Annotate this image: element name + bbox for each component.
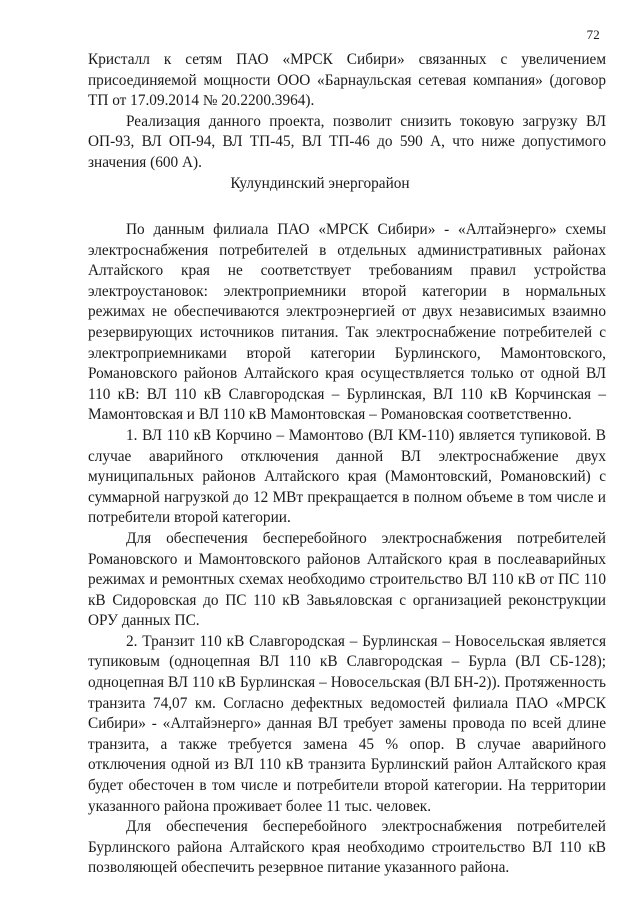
- paragraph-overview: По данным филиала ПАО «МРСК Сибири» - «Алтайэнерго» схемы электроснабжения потребителей в отдельных административных районах Алтайского края не соответствует требованиям правил устройства электроустановок: электроприемники второй категории в нормальных режимах не обеспечиваются электроэнергией от двух независимых взаимно резервирующих источников питания. Так электроснабжение потребителей с электроприемниками второй категории Бурлинского, Мамонтовского, Романовского районов Алтайского края осуществляется только от одной ВЛ 110 кВ: ВЛ 110 кВ Славгородская – Бурлинская, ВЛ 110 кВ Корчинская – Мамонтовская и ВЛ 110 кВ Мамонтовская – Романовская соответственно.: [88, 221, 606, 424]
- paragraph-item-2: 2. Транзит 110 кВ Славгородская – Бурлинская – Новосельская является тупиковым (одноцепная ВЛ 110 кВ Славгородская – Бурла (ВЛ СБ-128); одноцепная ВЛ 110 кВ Бурлинская – Новосельская (ВЛ БН-2)). Протяженность транзита 74,07 км. Согласно дефектных ведомостей филиала ПАО «МРСК Сибири» - «Алтайэнерго» данная ВЛ требует замены провода по всей длине транзита, а также требуется замена 45 % опор. В случае аварийного отключения одной из ВЛ 110 кВ транзита Бурлинский район Алтайского края будет обесточен в том числе и потребители второй категории. На территории указанного района проживает более 11 тыс. человек.: [88, 632, 606, 815]
- paragraph-item-2-solution: Для обеспечения бесперебойного электроснабжения потребителей Бурлинского района Алтайского края необходимо строительство ВЛ 110 кВ позволяющей обеспечить резервное питание указанного района.: [88, 818, 606, 877]
- page-number: 72: [586, 27, 600, 42]
- section-heading: Кулундинский энергорайон: [230, 175, 410, 192]
- paragraph-item-1-solution: Для обеспечения бесперебойного электроснабжения потребителей Романовского и Мамонтовского районов Алтайского края в послеаварийных режимах и ремонтных схемах необходимо строительство ВЛ 110 кВ от ПС 110 кВ Сидоровская до ПС 110 кВ Завьяловская с организацией реконструкции ОРУ данных ПС.: [88, 529, 606, 630]
- continued-text: [88, 50, 606, 174]
- paragraph-continuation: Кристалл к сетям ПАО «МРСК Сибири» связанных с увеличением присоединяемой мощности ООО «Барнаульская сетевая компания» (договор ТП от 17.09.2014 № 20.2200.3964).: [88, 51, 606, 110]
- paragraph-item-1: 1. ВЛ 110 кВ Корчино – Мамонтово (ВЛ КМ-110) является тупиковой. В случае аварийного отключения данной ВЛ электроснабжение двух муниципальных районов Алтайского края (Мамонтовский, Романовский) с суммарной нагрузкой до 12 МВт прекращается в полном объеме в том числе и потребители второй категории.: [88, 426, 606, 527]
- paragraph-project-result: Реализация данного проекта, позволит снизить токовую загрузку ВЛ ОП-93, ВЛ ОП-94, ВЛ ТП-45, ВЛ ТП-46 до 590 А, что ниже допустимого значения (600 А).: [88, 112, 606, 171]
- section-body: [88, 220, 606, 879]
